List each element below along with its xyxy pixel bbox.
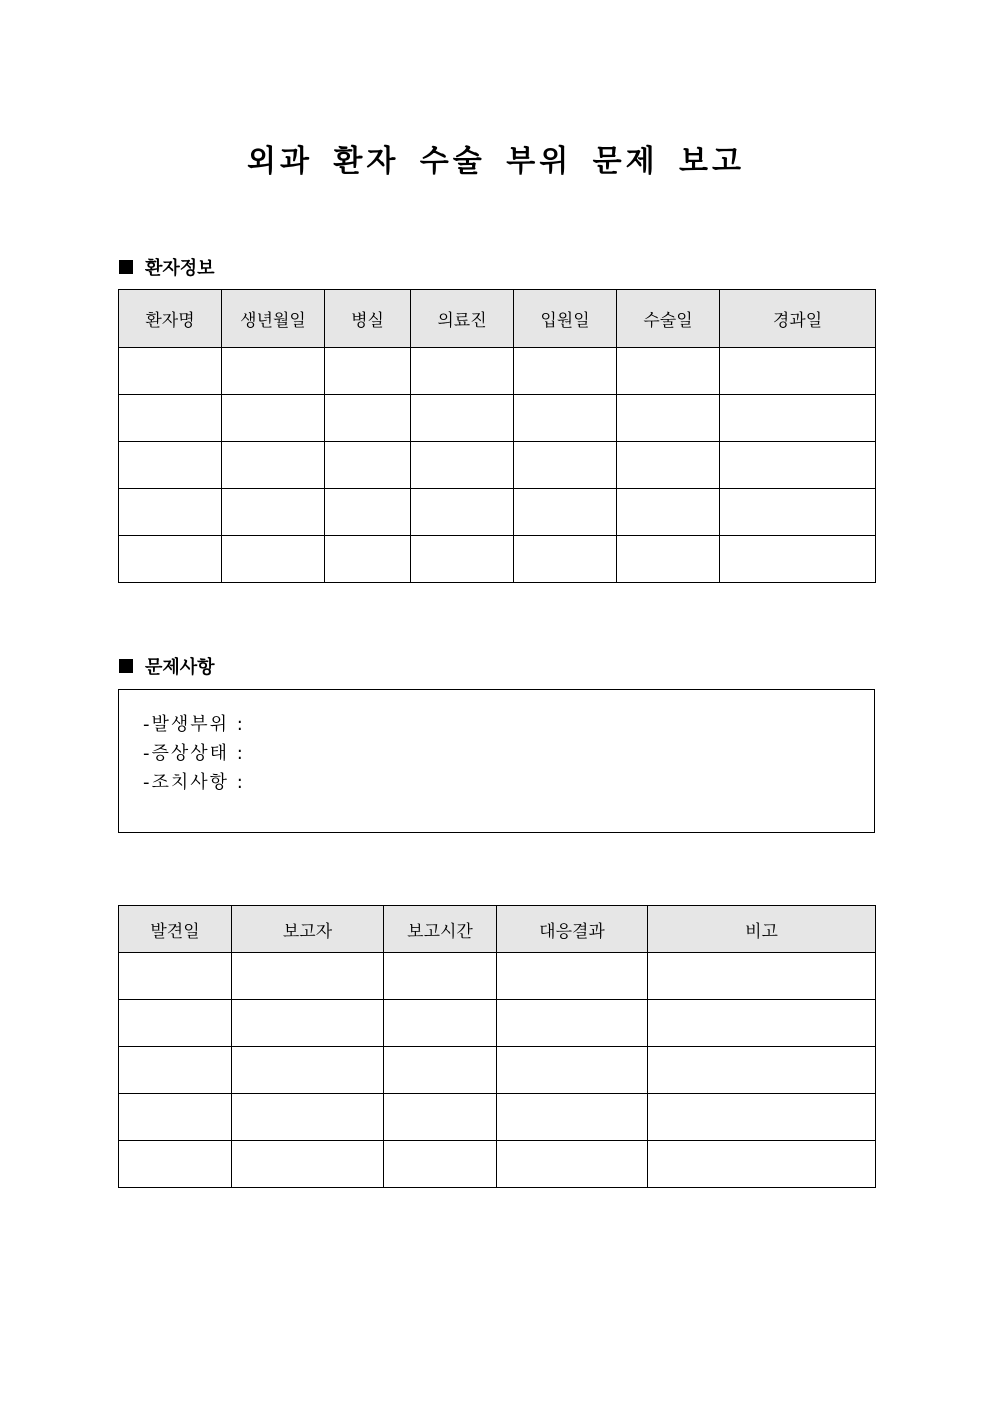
table-header-row [119,290,876,348]
table-row [119,348,876,395]
table-cell[interactable] [325,348,411,395]
table-row [119,953,876,1000]
table-cell[interactable] [617,395,720,442]
table-cell[interactable] [497,1141,648,1188]
table-cell[interactable] [119,1141,232,1188]
issue-occurrence-site: -발생부위 : [143,714,245,735]
table-cell[interactable] [648,1000,876,1047]
issue-symptom-status: -증상상태 : [143,743,245,764]
table-cell[interactable] [222,536,325,583]
table-cell[interactable] [497,1000,648,1047]
table-cell[interactable] [232,1141,384,1188]
column-header-birthdate: 생년월일 [222,290,325,348]
table-cell[interactable] [384,1094,497,1141]
table-cell[interactable] [648,953,876,1000]
table-cell[interactable] [232,1094,384,1141]
table-cell[interactable] [232,1000,384,1047]
table-cell[interactable] [720,395,876,442]
table-cell[interactable] [119,489,222,536]
square-bullet-icon [119,260,133,274]
table-cell[interactable] [720,536,876,583]
table-cell[interactable] [325,442,411,489]
issue-section-label: 문제사항 [145,657,215,678]
column-header-patient-name: 환자명 [119,290,222,348]
table-header-row [119,906,876,953]
column-header-reporter: 보고자 [232,906,384,953]
table-cell[interactable] [119,395,222,442]
issue-details-box[interactable] [118,689,875,833]
column-header-medical-staff: 의료진 [411,290,514,348]
table-cell[interactable] [119,953,232,1000]
document-title: 외과 환자 수술 부위 문제 보고 [247,144,745,179]
table-cell[interactable] [119,536,222,583]
table-row [119,489,876,536]
table-cell[interactable] [222,442,325,489]
issue-actions-taken: -조치사항 : [143,772,245,793]
column-header-remarks: 비고 [648,906,876,953]
table-cell[interactable] [222,489,325,536]
table-cell[interactable] [617,536,720,583]
table-cell[interactable] [514,395,617,442]
table-cell[interactable] [648,1094,876,1141]
patient-info-table [118,289,876,583]
report-table [118,905,876,1188]
table-row [119,442,876,489]
table-cell[interactable] [497,1094,648,1141]
table-cell[interactable] [119,442,222,489]
table-row [119,395,876,442]
table-cell[interactable] [648,1047,876,1094]
table-cell[interactable] [497,1047,648,1094]
table-cell[interactable] [617,489,720,536]
table-cell[interactable] [497,953,648,1000]
table-cell[interactable] [720,348,876,395]
table-cell[interactable] [325,536,411,583]
table-cell[interactable] [384,1047,497,1094]
square-bullet-icon [119,659,133,673]
table-cell[interactable] [119,1047,232,1094]
table-row [119,1000,876,1047]
table-cell[interactable] [384,953,497,1000]
table-cell[interactable] [222,395,325,442]
table-cell[interactable] [514,348,617,395]
table-cell[interactable] [411,489,514,536]
table-cell[interactable] [325,395,411,442]
table-cell[interactable] [222,348,325,395]
table-cell[interactable] [720,442,876,489]
issue-section-heading [119,653,215,679]
table-cell[interactable] [232,1047,384,1094]
table-cell[interactable] [384,1141,497,1188]
table-cell[interactable] [617,348,720,395]
table-row [119,1141,876,1188]
table-cell[interactable] [648,1141,876,1188]
table-cell[interactable] [411,395,514,442]
table-cell[interactable] [119,1000,232,1047]
table-cell[interactable] [384,1000,497,1047]
table-cell[interactable] [119,1094,232,1141]
table-row [119,536,876,583]
column-header-report-time: 보고시간 [384,906,497,953]
patient-section-heading [119,254,215,280]
table-row [119,1047,876,1094]
table-cell[interactable] [411,348,514,395]
column-header-surgery-date: 수술일 [617,290,720,348]
table-cell[interactable] [514,489,617,536]
table-cell[interactable] [232,953,384,1000]
table-cell[interactable] [720,489,876,536]
table-cell[interactable] [411,536,514,583]
table-cell[interactable] [325,489,411,536]
table-cell[interactable] [514,442,617,489]
column-header-admission-date: 입원일 [514,290,617,348]
column-header-response-result: 대응결과 [497,906,648,953]
table-row [119,1094,876,1141]
table-cell[interactable] [119,348,222,395]
table-cell[interactable] [411,442,514,489]
column-header-elapsed-days: 경과일 [720,290,876,348]
column-header-room: 병실 [325,290,411,348]
column-header-discovery-date: 발견일 [119,906,232,953]
table-cell[interactable] [514,536,617,583]
table-cell[interactable] [617,442,720,489]
patient-section-label: 환자정보 [145,258,215,279]
